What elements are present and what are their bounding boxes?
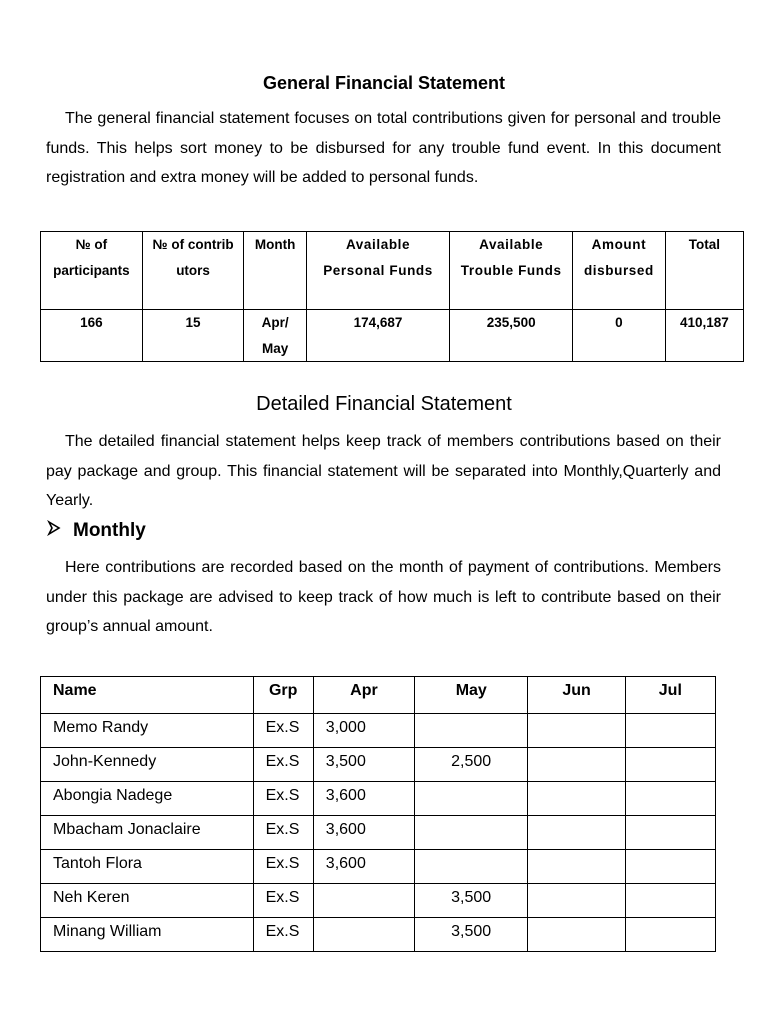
cell-jun	[528, 748, 625, 782]
cell-may	[415, 850, 528, 884]
cell-apr: 3,500	[313, 748, 414, 782]
cell-jun	[528, 884, 625, 918]
cell-jun	[528, 782, 625, 816]
cell-participants: 166	[41, 310, 143, 362]
cell-may: 3,500	[415, 884, 528, 918]
header-personal-funds	[306, 232, 450, 310]
table-row	[41, 816, 716, 850]
cell-apr: 3,600	[313, 850, 414, 884]
table-row	[41, 748, 716, 782]
table-row	[41, 310, 744, 362]
cell-may	[415, 816, 528, 850]
header-participants	[41, 232, 143, 310]
cell-jun	[528, 816, 625, 850]
cell-jul	[625, 850, 715, 884]
cell-jul	[625, 816, 715, 850]
monthly-contributions-table	[40, 676, 716, 952]
header-may: May	[415, 677, 528, 714]
cell-apr: 3,600	[313, 816, 414, 850]
detailed-intro: The detailed financial statement helps keep track of members contributions based on their pay package and group. This financial statement will be separated into Monthly,Quarterly and Yearly.	[46, 433, 721, 509]
cell-name: Memo Randy	[41, 714, 254, 748]
cell-name: Neh Keren	[41, 884, 254, 918]
monthly-description: Here contributions are recorded based on the month of payment of contributions. Members under this package are advised to keep track of how much is left to contribute based on their group’s annual amount.	[46, 559, 721, 635]
header-apr: Apr	[313, 677, 414, 714]
cell-grp: Ex.S	[253, 816, 313, 850]
cell-may: 3,500	[415, 918, 528, 952]
cell-month-value: Apr/ May	[261, 315, 289, 356]
cell-personal-funds: 174,687	[306, 310, 450, 362]
general-heading: General Financial Statement	[262, 73, 506, 93]
header-label: Available Trouble Funds	[460, 237, 562, 278]
header-label: № of contributors	[152, 237, 234, 278]
cell-jul	[625, 884, 715, 918]
cell-grp: Ex.S	[253, 748, 313, 782]
table-row	[41, 714, 716, 748]
general-summary-table	[40, 231, 744, 362]
table-row	[41, 782, 716, 816]
header-grp: Grp	[253, 677, 313, 714]
cell-month	[244, 310, 306, 362]
cell-apr	[313, 918, 414, 952]
header-month: Month	[244, 232, 306, 310]
cell-apr: 3,600	[313, 782, 414, 816]
header-contributors	[142, 232, 244, 310]
cell-trouble-funds: 235,500	[450, 310, 573, 362]
cell-name: Mbacham Jonaclaire	[41, 816, 254, 850]
table-row	[41, 850, 716, 884]
cell-may	[415, 782, 528, 816]
header-label: № of participants	[53, 237, 130, 278]
table-header-row	[41, 232, 744, 310]
cell-total: 410,187	[665, 310, 743, 362]
detailed-heading: Detailed Financial Statement	[256, 393, 512, 415]
cell-may: 2,500	[415, 748, 528, 782]
cell-jun	[528, 850, 625, 884]
table-header-row	[41, 677, 716, 714]
cell-name: Minang William	[41, 918, 254, 952]
cell-name: Abongia Nadege	[41, 782, 254, 816]
header-trouble-funds	[450, 232, 573, 310]
arrow-bullet-icon	[46, 520, 62, 541]
header-jul: Jul	[625, 677, 715, 714]
header-total: Total	[665, 232, 743, 310]
cell-name: John-Kennedy	[41, 748, 254, 782]
header-label: Available Personal Funds	[323, 237, 433, 278]
cell-grp: Ex.S	[253, 884, 313, 918]
cell-grp: Ex.S	[253, 714, 313, 748]
table-row	[41, 918, 716, 952]
cell-grp: Ex.S	[253, 850, 313, 884]
general-intro: The general financial statement focuses on total contributions given for personal and trouble funds. This helps sort money to be disbursed for any trouble fund event. In this document registration and extra money will be added to personal funds.	[46, 110, 721, 186]
cell-jun	[528, 918, 625, 952]
cell-name: Tantoh Flora	[41, 850, 254, 884]
header-label: Amount disbursed	[583, 237, 654, 278]
cell-grp: Ex.S	[253, 918, 313, 952]
header-jun: Jun	[528, 677, 625, 714]
cell-apr: 3,000	[313, 714, 414, 748]
header-amount-disbursed	[573, 232, 666, 310]
cell-jul	[625, 918, 715, 952]
cell-contributors: 15	[142, 310, 244, 362]
cell-jul	[625, 748, 715, 782]
cell-amount-disbursed: 0	[573, 310, 666, 362]
cell-grp: Ex.S	[253, 782, 313, 816]
cell-may	[415, 714, 528, 748]
header-name: Name	[41, 677, 254, 714]
table-row	[41, 884, 716, 918]
cell-jul	[625, 714, 715, 748]
cell-jul	[625, 782, 715, 816]
monthly-label: Monthly	[73, 520, 146, 541]
cell-apr	[313, 884, 414, 918]
cell-jun	[528, 714, 625, 748]
